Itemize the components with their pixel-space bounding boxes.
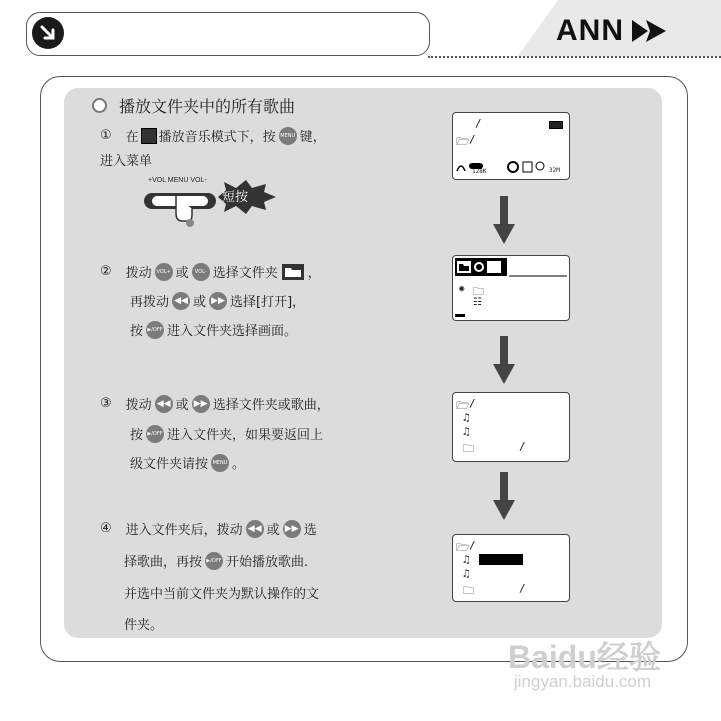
step-text: 选择文件夹 xyxy=(212,266,278,281)
page-title: 播放文件夹中的所有歌曲 xyxy=(119,97,296,116)
play-off-button-icon: ▶/OFF xyxy=(205,552,223,570)
slider-control-icon xyxy=(142,185,222,229)
step-1-line-2 xyxy=(100,150,152,169)
lcd-text: / xyxy=(469,397,476,410)
selection-highlight xyxy=(479,554,523,565)
step-text: 播放音乐模式下，按 xyxy=(158,130,276,145)
control-label: +VOL MENU VOL- xyxy=(148,177,207,184)
vol-up-button-icon: VOL+ xyxy=(155,263,173,281)
step-text: 件夹。 xyxy=(124,618,164,633)
step-text: 。 xyxy=(232,457,246,472)
step-text: 再拨动 xyxy=(130,295,170,310)
short-press-label: 短按 xyxy=(222,190,249,205)
step-text: 或 xyxy=(266,523,280,538)
forward-button-icon: ▶▶ xyxy=(209,292,227,310)
music-file-icon: ♫ xyxy=(463,553,470,566)
step-text: 选择[打开]， xyxy=(230,295,306,310)
rewind-button-icon: ◀◀ xyxy=(172,292,190,310)
step-text: 或 xyxy=(175,398,189,413)
step-text: 进入文件夹选择画面。 xyxy=(167,324,298,339)
watermark-logo: Baidu经验 xyxy=(508,639,661,675)
watermark-url: jingyan.baidu.com xyxy=(514,672,652,691)
step-number: ① xyxy=(100,128,112,143)
lcd-text: / xyxy=(519,440,526,453)
brand-logo: ANN xyxy=(556,14,670,48)
heading-row xyxy=(92,94,295,117)
forward-button-icon: ▶▶ xyxy=(192,395,210,413)
size-text: 32M xyxy=(549,167,560,174)
step-text: ， xyxy=(307,266,321,281)
bullet-icon xyxy=(92,98,107,113)
step-text: 键， xyxy=(299,130,326,145)
arrow-down-icon xyxy=(493,336,515,384)
play-arrow-icon xyxy=(630,18,670,44)
play-off-button-icon: ▶/OFF xyxy=(146,425,164,443)
step-text: 进入菜单 xyxy=(100,154,153,169)
step-number: ③ xyxy=(100,396,112,411)
step-3-line-2 xyxy=(130,424,323,443)
step-3-line-1 xyxy=(100,394,330,413)
step-text: 开始播放歌曲. xyxy=(226,555,309,570)
menu-button-icon: MENU xyxy=(211,454,229,472)
step-text: 进入文件夹后，拨动 xyxy=(125,523,243,538)
step-text: 按 xyxy=(130,324,144,339)
music-file-icon: ♫ xyxy=(463,567,470,580)
folder-icon: 🗁 xyxy=(456,399,470,412)
forward-button-icon: ▶▶ xyxy=(283,520,301,538)
music-mode-icon xyxy=(141,128,157,144)
step-4-line-1 xyxy=(100,519,317,538)
lcd-screen-4 xyxy=(452,534,570,602)
step-2-line-3 xyxy=(130,320,297,339)
step-2-line-1 xyxy=(100,262,321,281)
lcd-screen-3 xyxy=(452,392,570,462)
music-file-icon: ♫ xyxy=(463,411,470,424)
folder-icon: 🗀 xyxy=(463,584,474,597)
arrow-down-right-icon xyxy=(32,17,64,49)
battery-icon xyxy=(549,121,563,129)
folder-icon: 🗁 xyxy=(456,135,470,148)
step-text: 或 xyxy=(175,266,189,281)
lcd-screen-1 xyxy=(452,112,570,180)
bitrate-text: 128K xyxy=(472,168,487,175)
folder-icon: 🗁 xyxy=(456,541,470,554)
header-divider xyxy=(428,56,721,58)
vol-down-button-icon: VOL- xyxy=(192,263,210,281)
lcd-text: / xyxy=(469,133,476,146)
radio-selected-icon: ◉ xyxy=(459,284,465,294)
menu-button-icon: MENU xyxy=(279,127,297,145)
step-text: 择歌曲，再按 xyxy=(124,555,203,570)
step-text: 级文件夹请按 xyxy=(130,457,209,472)
lcd-text: / xyxy=(519,582,526,595)
step-3-line-3 xyxy=(130,453,245,472)
step-4-line-3 xyxy=(124,583,319,602)
rewind-button-icon: ◀◀ xyxy=(246,520,264,538)
step-number: ④ xyxy=(100,521,112,536)
step-text: 选 xyxy=(303,523,317,538)
arrow-down-icon xyxy=(493,472,515,520)
lcd-screen-2 xyxy=(452,255,570,321)
step-text: 拨动 xyxy=(125,398,152,413)
header-title-bar xyxy=(26,12,430,56)
step-text: 拨动 xyxy=(125,266,152,281)
arrow-down-icon xyxy=(493,196,515,244)
list-icon: ☷ xyxy=(473,297,482,308)
step-text: 并选中当前文件夹为默认操作的文 xyxy=(124,587,320,602)
step-4-line-4 xyxy=(124,614,163,633)
step-text: 按 xyxy=(130,428,144,443)
play-off-button-icon: ▶/OFF xyxy=(146,321,164,339)
step-text: 进入文件夹，如果要返回上 xyxy=(167,428,324,443)
step-2-line-2 xyxy=(130,291,305,310)
lcd-text: / xyxy=(469,539,476,552)
step-4-line-2 xyxy=(124,551,308,570)
folder-open-icon xyxy=(282,264,304,280)
folder-icon: 🗀 xyxy=(463,442,474,455)
folder-icon: 🗀 xyxy=(473,285,484,298)
music-file-icon: ♫ xyxy=(463,425,470,438)
step-text: 在 xyxy=(125,130,139,145)
rewind-button-icon: ◀◀ xyxy=(155,395,173,413)
menu-tabs-icon xyxy=(455,258,567,278)
lcd-progress-bar xyxy=(455,314,465,317)
step-1-line-1 xyxy=(100,126,326,145)
step-text: 或 xyxy=(193,295,207,310)
step-number: ② xyxy=(100,264,112,279)
step-text: 选择文件夹或歌曲， xyxy=(212,398,330,413)
lcd-text: / xyxy=(475,117,482,130)
